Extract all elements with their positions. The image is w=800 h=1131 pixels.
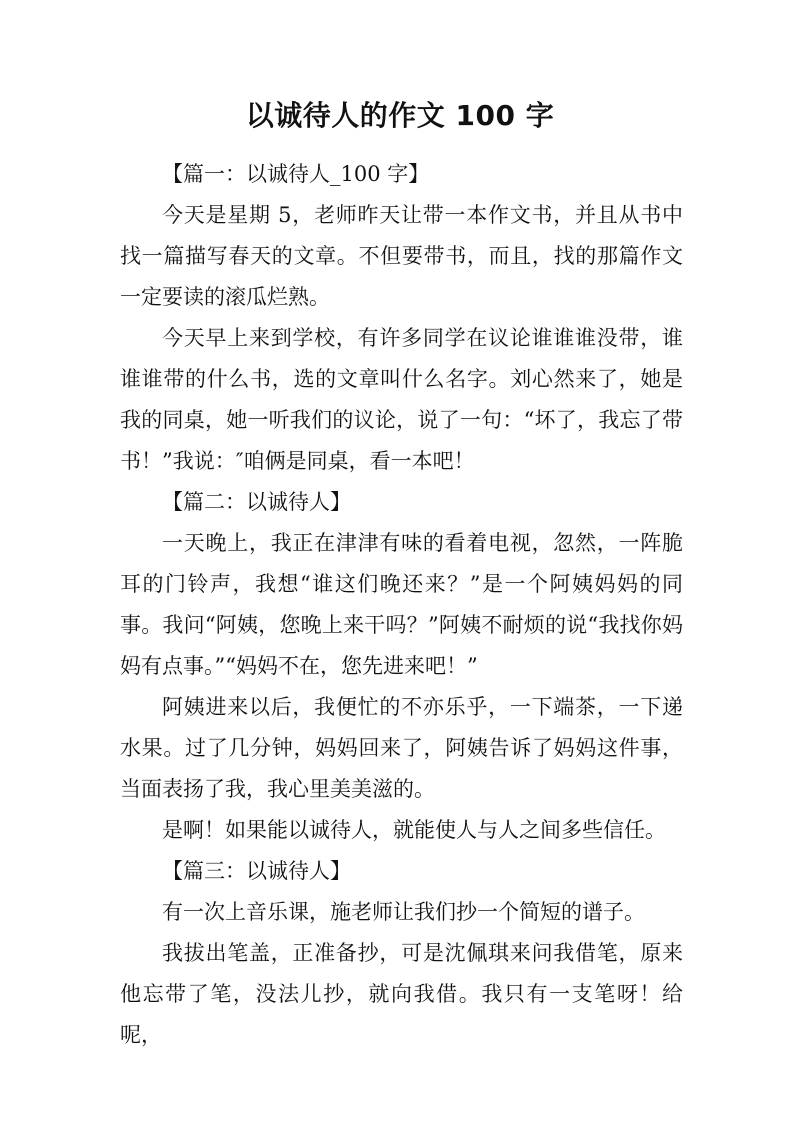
paragraph: 我拔出笔盖，正准备抄，可是沈佩琪来问我借笔，原来他忘带了笔，没法儿抄，就向我借。我只有一支笔呀！给呢， <box>120 941 683 1047</box>
document-body <box>120 154 683 1056</box>
paragraph: 今天是星期 5，老师昨天让带一本作文书，并且从书中找一篇描写春天的文章。不但要带书，而且，找的那篇作文一定要读的滚瓜烂熟。 <box>120 203 683 309</box>
paragraph: 是啊！如果能以诚待人，就能使人与人之间多些信任。 <box>162 818 666 842</box>
section-heading-2: 【篇二：以诚待人】 <box>162 490 351 514</box>
paragraph: 今天早上来到学校，有许多同学在议论谁谁谁没带，谁谁谁带的什么书，选的文章叫什么名字。刘心然来了，她是我的同桌，她一听我们的议论，说了一句：“坏了，我忘了带书！”我说：″咱俩是同桌，看一本吧！ <box>120 326 683 473</box>
section-heading-3: 【篇三：以诚待人】 <box>162 859 351 883</box>
document-title: 以诚待人的作文 100 字 <box>245 99 555 132</box>
section-heading-1: 【篇一：以诚待人_100 字】 <box>162 162 430 186</box>
paragraph: 一天晚上，我正在津津有味的看着电视，忽然，一阵脆耳的门铃声，我想“谁这们晚还来？”是一个阿姨妈妈的同事。我问“阿姨，您晚上来干吗？”阿姨不耐烦的说“我找你妈妈有点事。”“妈妈不在，您先进来吧！” <box>120 531 683 678</box>
paragraph: 阿姨进来以后，我便忙的不亦乐乎，一下端茶，一下递水果。过了几分钟，妈妈回来了，阿姨告诉了妈妈这件事，当面表扬了我，我心里美美滋的。 <box>120 695 683 801</box>
paragraph: 有一次上音乐课，施老师让我们抄一个简短的谱子。 <box>162 900 645 924</box>
